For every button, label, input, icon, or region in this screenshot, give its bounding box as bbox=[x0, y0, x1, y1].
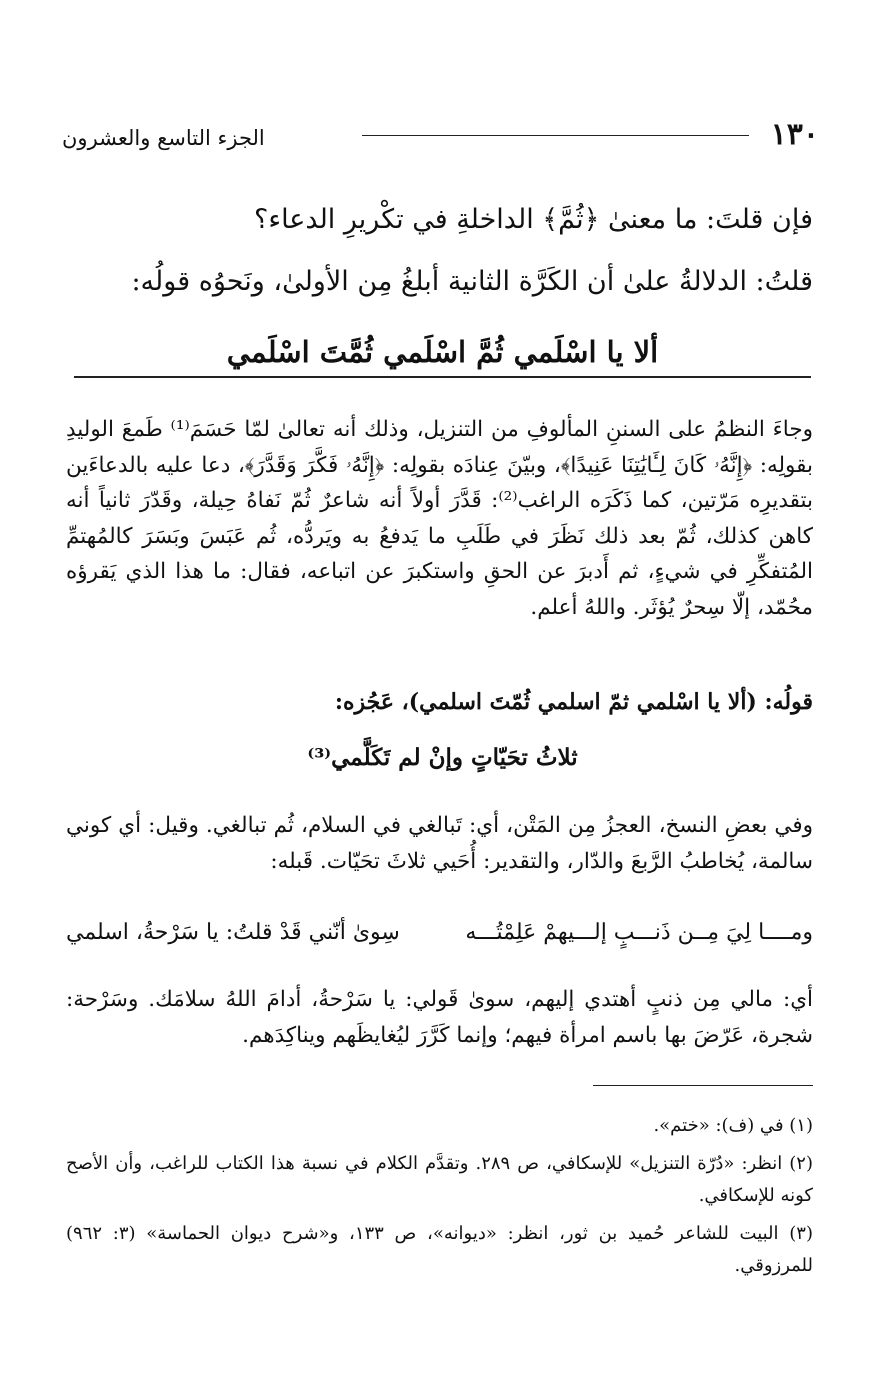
intro-question: فإن قلتَ: ما معنىٰ ﴿ثُمَّ﴾ الداخلةِ في تكْريرِ الدعاء؟ bbox=[254, 204, 813, 235]
page-header bbox=[62, 118, 819, 158]
poetry-couplet bbox=[66, 915, 813, 955]
footnote-3: (٣) البيت للشاعر حُميد بن ثور، انظر: «ديوانه»، ص ١٣٣، و«شرح ديوان الحماسة» (٣: ٩٦٢) للمرزوقي. bbox=[66, 1223, 813, 1276]
couplet-first-hemistich: ومــــا لِيَ مِــن ذَنـــبٍ إلـــيهمْ عَلِمْتُـــه bbox=[465, 920, 813, 945]
main-verse: ألا يا اسْلَمي ثُمَّ اسْلَمي ثُمَّتَ اسْلَمي bbox=[226, 335, 659, 369]
running-title: الجزء التاسع والعشرون bbox=[62, 126, 265, 150]
footnote-rule bbox=[593, 1085, 813, 1086]
footnotes bbox=[66, 1110, 813, 1288]
footnote-2: (٢) انظر: «دُرّة التنزيل» للإسكافي، ص ٢٨٩. وتقدَّم الكلام في نسبة هذا الكتاب للراغب، وأن الأصح كونه للإسكافي. bbox=[66, 1153, 813, 1206]
commentary-paragraph-1: وجاءَ النظمُ على السننِ المألوفِ من التنزيل، وذلك أنه تعالىٰ لمّا حَسَمَ⁽¹⁾ طَمعَ الوليدِ بقولِه: ﴿إِنَّهُۥ كَانَ لِـَٔايَٰتِنَا عَنِيدًا﴾، وبيّنَ عِنادَه بقولِه: ﴿إِنَّهُۥ فَكَّرَ وَقَدَّرَ﴾، دعا عليه بالدعاءَين بتقديرِه مَرّتين، كما ذَكَرَه الراغب⁽²⁾: قَدَّرَ أولاً أنه شاعرٌ ثُمّ نَفاهُ حِيلة، وقَدّرَ ثانياً أنه كاهن كذلك، ثُمّ بعد ذلك نَظَرَ في طَلَبِ ما يَدفعُ به ويَردُّه، ثُم عَبَسَ وبَسَرَ كالمُهتمِّ المُتفكِّرِ في شيءٍ، ثم أَدبرَ عن الحقِ واستكبرَ عن اتباعه، فقال: ما هذا الذي يَقرؤه محُمّد، إلّا سِحرٌ يُؤثَر. واللهُ أعلم. bbox=[66, 417, 814, 620]
header-rule bbox=[362, 135, 749, 136]
intro-answer: قلتُ: الدلالةُ علىٰ أن الكَرَّة الثانية أبلغُ مِن الأولىٰ، ونَحوُه قولُه: bbox=[131, 266, 813, 297]
quote-intro: قولُه: (ألا يا اسْلمي ثمّ اسلمي ثُمّتَ اسلمي)، عَجُزه: bbox=[334, 689, 813, 715]
footnote-1: (١) في (ف): «ختم». bbox=[653, 1115, 813, 1136]
hemistich: ثلاثُ تحَيّاتٍ وإنْ لم تَكَلَّمي⁽³⁾ bbox=[307, 744, 578, 771]
couplet-second-hemistich: سِوىٰ أنّني قَدْ قلتُ: يا سَرْحةُ، اسلمي bbox=[66, 920, 400, 945]
commentary-paragraph-3: أي: مالي مِن ذنبٍ أهتدي إليهم، سوىٰ قَولي: يا سَرْحةُ، أدامَ اللهُ سلامَك. وسَرْحة: شجرة، عَرّضَ بها باسم امرأة فيهم؛ وإنما كَرَّرَ ليُغايظَهم ويناكِدَهم. bbox=[66, 987, 813, 1048]
commentary-paragraph-2: وفي بعضِ النسخ، العجزُ مِن المَتْن، أي: تَبالغي في السلام، ثُم تبالغي. وقيل: أي كوني سالمة، يُخاطبُ الرَّبعَ والدّار، والتقدير: أُحَيي ثلاثَ تحَيّات. قَبله: bbox=[66, 813, 813, 874]
main-text-rule bbox=[74, 376, 811, 378]
page-number: ١٣٠ bbox=[770, 117, 819, 152]
